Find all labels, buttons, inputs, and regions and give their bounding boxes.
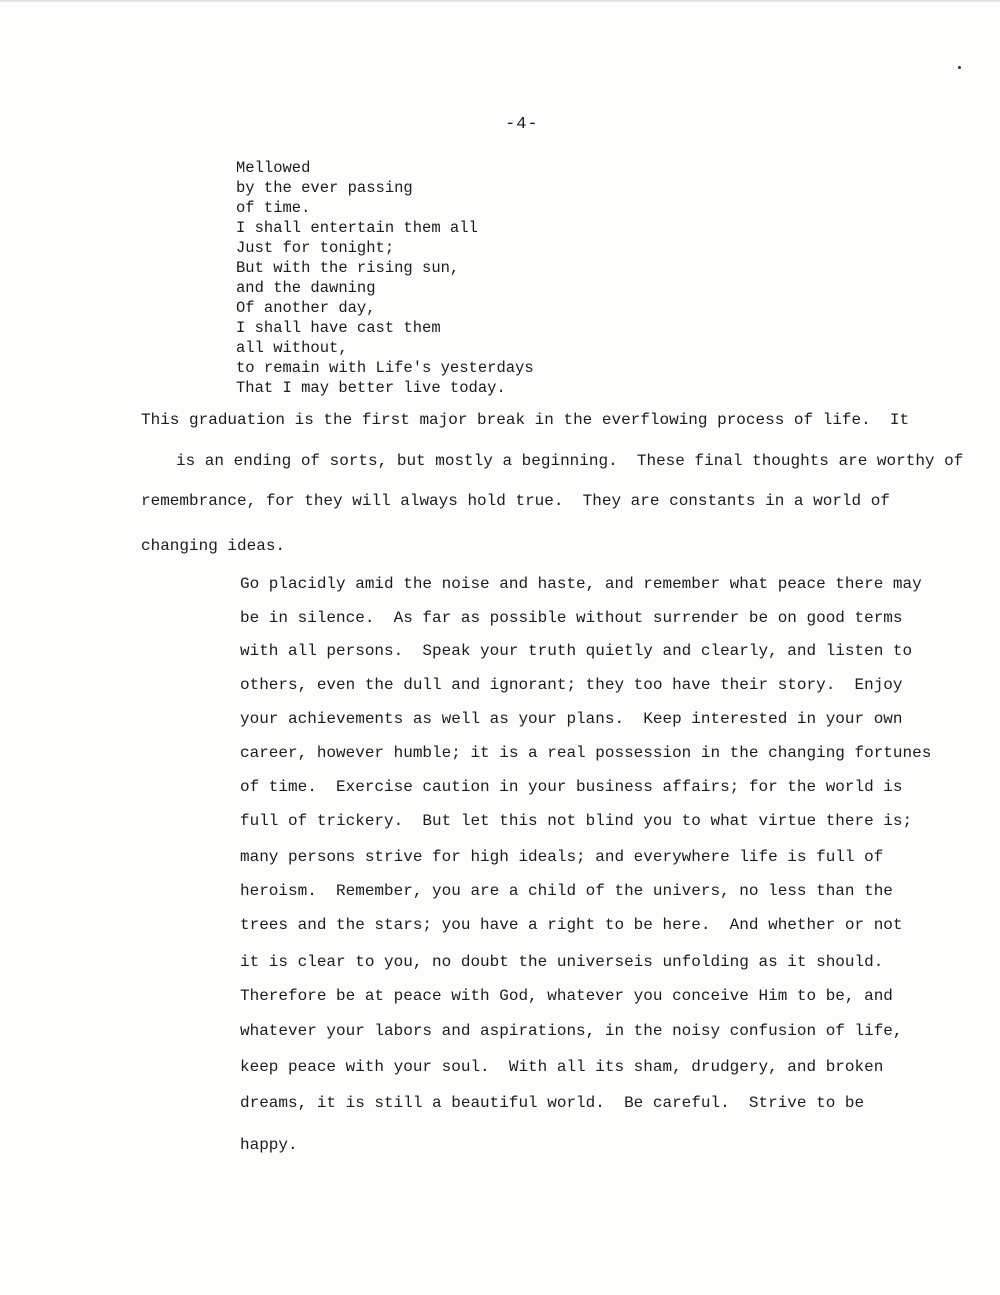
poem-line: But with the rising sun, (236, 259, 460, 277)
paragraph-2-line: full of trickery. But let this not blind you to what virtue there is; (240, 812, 913, 830)
poem-line: I shall have cast them (236, 319, 441, 337)
poem-line: of time. (236, 199, 311, 217)
poem-line: all without, (236, 339, 348, 357)
paragraph-2-line: heroism. Remember, you are a child of the univers, no less than the (240, 882, 893, 900)
paragraph-1-line: This graduation is the first major break in the everflowing process of life. It (141, 411, 910, 429)
paragraph-2-line: be in silence. As far as possible without surrender be on good terms (240, 609, 903, 627)
poem-line: by the ever passing (236, 179, 413, 197)
bleed-through-mark (780, 112, 980, 126)
paragraph-2-line: Go placidly amid the noise and haste, and remember what peace there may (240, 575, 922, 593)
paragraph-2-line: trees and the stars; you have a right to be here. And whether or not (240, 916, 903, 934)
paragraph-2-line: it is clear to you, no doubt the universeis unfolding as it should. (240, 953, 884, 971)
paragraph-2-line: happy. (240, 1136, 298, 1154)
paragraph-2-line: others, even the dull and ignorant; they too have their story. Enjoy (240, 676, 903, 694)
poem-line: That I may better live today. (236, 379, 506, 397)
poem-line: I shall entertain them all (236, 219, 478, 237)
paragraph-2-line: of time. Exercise caution in your business affairs; for the world is (240, 778, 903, 796)
poem-line: Mellowed (236, 159, 311, 177)
poem-line: Just for tonight; (236, 239, 395, 257)
paragraph-1-line: changing ideas. (141, 537, 286, 555)
paragraph-2-line: whatever your labors and aspirations, in the noisy confusion of life, (240, 1022, 903, 1040)
paragraph-1-line: is an ending of sorts, but mostly a beginning. These final thoughts are worthy of (176, 452, 964, 470)
paragraph-2-line: with all persons. Speak your truth quietly and clearly, and listen to (240, 642, 913, 660)
ink-speck (958, 66, 961, 69)
paragraph-2-line: keep peace with your soul. With all its sham, drudgery, and broken (240, 1058, 884, 1076)
paragraph-2-line: dreams, it is still a beautiful world. Be careful. Strive to be (240, 1094, 865, 1112)
poem-line: and the dawning (236, 279, 376, 297)
paragraph-1-line: remembrance, for they will always hold true. They are constants in a world of (141, 492, 890, 510)
poem-block (236, 158, 534, 398)
paragraph-2-line: your achievements as well as your plans. Keep interested in your own (240, 710, 903, 728)
poem-line: Of another day, (236, 299, 376, 317)
page-number: -4- (505, 115, 539, 134)
paragraph-2-line: career, however humble; it is a real possession in the changing fortunes (240, 744, 932, 762)
page-top-edge (0, 0, 1000, 3)
paragraph-2-line: Therefore be at peace with God, whatever you conceive Him to be, and (240, 987, 893, 1005)
poem-line: to remain with Life's yesterdays (236, 359, 534, 377)
paragraph-2-line: many persons strive for high ideals; and everywhere life is full of (240, 848, 884, 866)
